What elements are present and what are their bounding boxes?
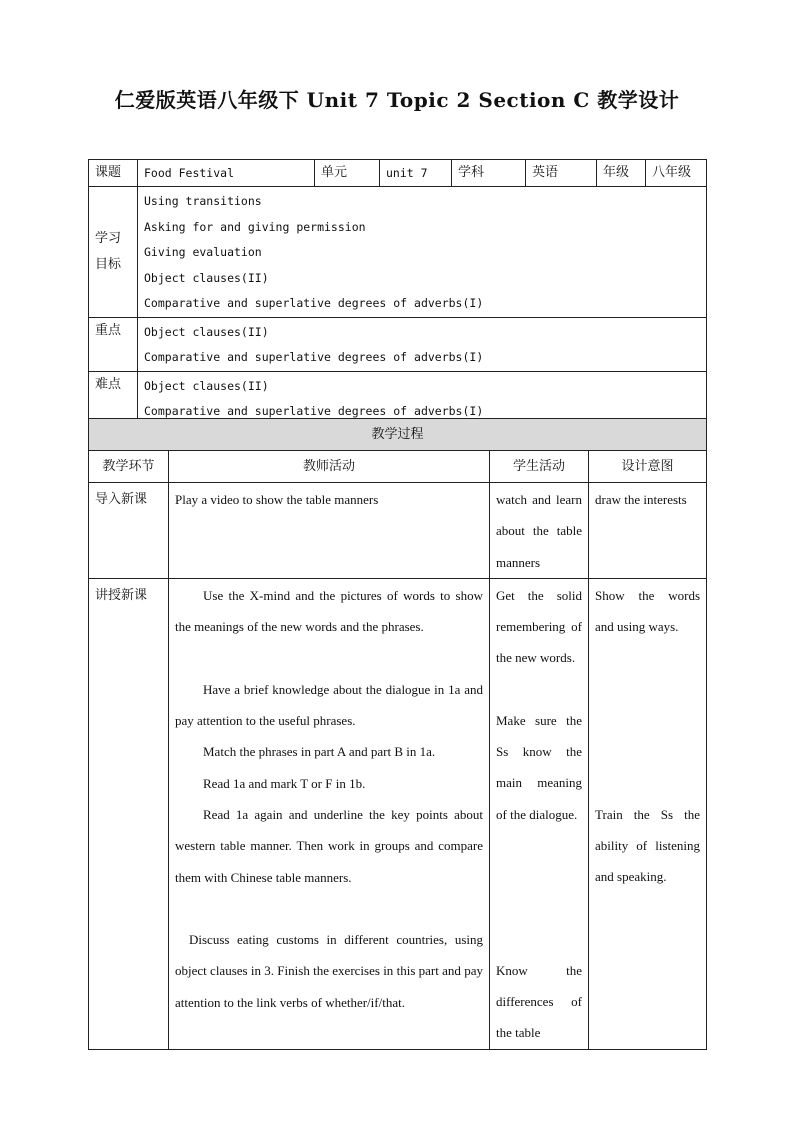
column-header: 设计意图 bbox=[589, 451, 707, 483]
teacher-activity: Have a brief knowledge about the dialogue in 1a and pay attention to the useful phrases. bbox=[175, 681, 483, 729]
key-points-list bbox=[138, 317, 707, 371]
difficult-point-item: Comparative and superlative degrees of adverbs(I) bbox=[144, 404, 484, 418]
subject-value: 英语 bbox=[526, 160, 597, 187]
teacher-activity: Read 1a and mark T or F in 1b. bbox=[203, 775, 366, 791]
page-title: 仁爱版英语八年级下 Unit 7 Topic 2 Section C 教学设计 bbox=[114, 88, 680, 112]
unit-label: 单元 bbox=[315, 160, 380, 187]
design-purpose-cell: draw the interests bbox=[589, 483, 707, 579]
student-activity-cell bbox=[490, 578, 589, 1049]
difficult-points-row bbox=[89, 371, 707, 425]
student-activity: Get the solid remembering of the new words. bbox=[496, 587, 582, 666]
info-table bbox=[88, 159, 707, 426]
teacher-activity: Read 1a again and underline the key points about western table manner. Then work in groups and compare them with Chinese table manners. bbox=[175, 806, 483, 885]
topic-value: Food Festival bbox=[138, 160, 315, 187]
key-points-label: 重点 bbox=[89, 317, 138, 371]
objectives-label: 学习 目标 bbox=[89, 187, 138, 318]
student-activity-cell: watch and learn about the table manners bbox=[490, 483, 589, 579]
objective-item: Asking for and giving permission bbox=[144, 219, 366, 234]
teacher-activity: Play a video to show the table manners bbox=[175, 492, 379, 507]
objective-item: Giving evaluation bbox=[144, 245, 262, 259]
key-point-item: Comparative and superlative degrees of adverbs(I) bbox=[144, 350, 484, 364]
objective-item: Object clauses(II) bbox=[144, 270, 269, 285]
table-row bbox=[89, 483, 707, 579]
key-point-item: Object clauses(II) bbox=[144, 324, 269, 339]
objectives-list bbox=[138, 187, 707, 318]
grade-label: 年级 bbox=[597, 160, 646, 187]
process-header-row bbox=[89, 451, 707, 483]
objective-item: Comparative and superlative degrees of adverbs(I) bbox=[144, 296, 484, 310]
grade-value: 八年级 bbox=[646, 160, 707, 187]
teacher-activity: Use the X-mind and the pictures of words to show the meanings of the new words and the phrases. bbox=[175, 587, 483, 635]
stage-cell: 导入新课 bbox=[89, 483, 169, 579]
info-row bbox=[89, 160, 707, 187]
teacher-activity-cell bbox=[169, 483, 490, 579]
stage-cell: 讲授新课 bbox=[89, 578, 169, 1049]
teacher-activity: Discuss eating customs in different countries, using object clauses in 3. Finish the exercises in this part and pay attention to the link verbs of whether/if/that. bbox=[175, 932, 483, 1010]
teacher-activity: Match the phrases in part A and part B in 1a. bbox=[203, 744, 436, 760]
design-purpose-cell bbox=[589, 578, 707, 1049]
difficult-point-item: Object clauses(II) bbox=[144, 378, 269, 393]
process-heading: 教学过程 bbox=[89, 419, 707, 451]
difficult-points-label: 难点 bbox=[89, 371, 138, 425]
teacher-activity-cell bbox=[169, 578, 490, 1049]
objective-item: Using transitions bbox=[144, 194, 262, 208]
difficult-points-list bbox=[138, 371, 707, 425]
column-header: 教学环节 bbox=[89, 451, 169, 483]
key-points-row bbox=[89, 317, 707, 371]
design-purpose: Train the Ss the ability of listening and speaking. bbox=[595, 806, 701, 885]
design-purpose: Show the words and using ways. bbox=[595, 587, 701, 635]
topic-label: 课题 bbox=[89, 160, 138, 187]
objectives-row bbox=[89, 187, 707, 318]
column-header: 教师活动 bbox=[169, 451, 490, 483]
student-activity: Know the differences of the table bbox=[496, 962, 582, 1041]
table-row bbox=[89, 578, 707, 1049]
column-header: 学生活动 bbox=[490, 451, 589, 483]
process-table bbox=[88, 418, 707, 1050]
student-activity: Make sure the Ss know the main meaning of the dialogue. bbox=[496, 712, 582, 822]
subject-label: 学科 bbox=[452, 160, 526, 187]
unit-value: unit 7 bbox=[380, 160, 452, 187]
